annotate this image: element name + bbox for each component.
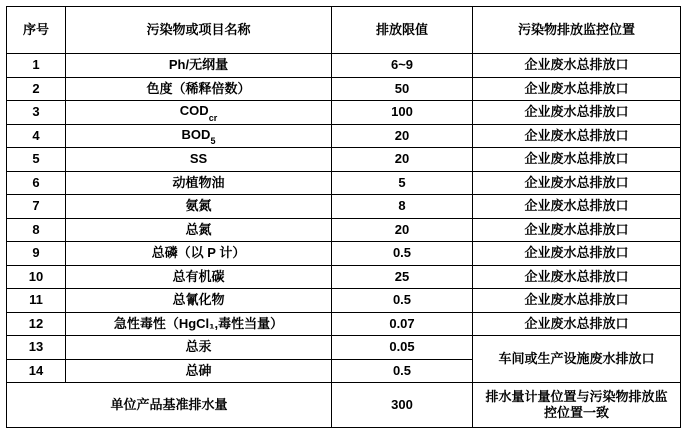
row-location: 企业废水总排放口: [473, 124, 681, 148]
row-limit: 50: [332, 77, 473, 101]
row-location-merged: 车间或生产设施废水排放口: [473, 336, 681, 383]
row-location: 企业废水总排放口: [473, 265, 681, 289]
row-location: 企业废水总排放口: [473, 242, 681, 266]
row-index: 1: [7, 54, 66, 78]
row-name-text: COD: [179, 103, 209, 119]
row-index: 7: [7, 195, 66, 219]
row-name: [66, 101, 332, 125]
row-limit: 5: [332, 171, 473, 195]
row-index: 3: [7, 101, 66, 125]
pollutant-discharge-table: [6, 6, 681, 428]
row-location: 企业废水总排放口: [473, 54, 681, 78]
table-row: [7, 124, 681, 148]
table-row: [7, 101, 681, 125]
row-name: [66, 124, 332, 148]
row-name: 氨氮: [66, 195, 332, 219]
header-location: 污染物排放监控位置: [473, 7, 681, 54]
table-row: [7, 77, 681, 101]
table-row: [7, 218, 681, 242]
table-body: [7, 54, 681, 428]
table-row: [7, 171, 681, 195]
footer-location-line1: 排水量计量位置与污染物排放监: [485, 389, 668, 405]
table-footer-row: [7, 383, 681, 428]
table-row: [7, 312, 681, 336]
header-row: [7, 7, 681, 54]
row-location: 企业废水总排放口: [473, 101, 681, 125]
footer-limit: 300: [332, 383, 473, 428]
row-name: 动植物油: [66, 171, 332, 195]
row-limit: 0.5: [332, 242, 473, 266]
header-index: 序号: [7, 7, 66, 54]
row-limit: 100: [332, 101, 473, 125]
row-index: 9: [7, 242, 66, 266]
row-index: 11: [7, 289, 66, 313]
row-limit: 6~9: [332, 54, 473, 78]
row-name: 急性毒性（HgCl₁,毒性当量）: [66, 312, 332, 336]
row-location: 企业废水总排放口: [473, 171, 681, 195]
row-name: 色度（稀释倍数）: [66, 77, 332, 101]
row-limit: 20: [332, 124, 473, 148]
table-row: [7, 148, 681, 172]
row-name-subscript: 5: [210, 136, 216, 147]
table-row: [7, 54, 681, 78]
row-index: 8: [7, 218, 66, 242]
row-index: 13: [7, 336, 66, 360]
row-name: 总砷: [66, 359, 332, 383]
table-row: [7, 242, 681, 266]
row-index: 6: [7, 171, 66, 195]
row-name: 总氰化物: [66, 289, 332, 313]
table-header: [7, 7, 681, 54]
row-limit: 0.07: [332, 312, 473, 336]
table-row: [7, 289, 681, 313]
row-limit: 20: [332, 218, 473, 242]
table-row: [7, 336, 681, 360]
table-row: [7, 265, 681, 289]
header-name: 污染物或项目名称: [66, 7, 332, 54]
row-location: 企业废水总排放口: [473, 148, 681, 172]
footer-location: [473, 383, 681, 428]
row-limit: 0.5: [332, 289, 473, 313]
row-name-text: BOD: [181, 126, 211, 142]
row-index: 5: [7, 148, 66, 172]
row-index: 2: [7, 77, 66, 101]
row-location: 企业废水总排放口: [473, 289, 681, 313]
row-name: 总氮: [66, 218, 332, 242]
row-index: 12: [7, 312, 66, 336]
row-location: 企业废水总排放口: [473, 77, 681, 101]
row-index: 4: [7, 124, 66, 148]
row-index: 10: [7, 265, 66, 289]
header-limit: 排放限值: [332, 7, 473, 54]
row-location: 企业废水总排放口: [473, 218, 681, 242]
footer-location-line2: 控位置一致: [543, 405, 609, 420]
row-limit: 0.5: [332, 359, 473, 383]
row-name: 总磷（以 P 计）: [66, 242, 332, 266]
row-location: 企业废水总排放口: [473, 312, 681, 336]
row-name-subscript: cr: [208, 112, 218, 123]
row-name: Ph/无纲量: [66, 54, 332, 78]
footer-name: 单位产品基准排水量: [7, 383, 332, 428]
row-name: 总有机碳: [66, 265, 332, 289]
row-name: SS: [66, 148, 332, 172]
row-limit: 20: [332, 148, 473, 172]
row-limit: 25: [332, 265, 473, 289]
row-name: 总汞: [66, 336, 332, 360]
row-location: 企业废水总排放口: [473, 195, 681, 219]
row-limit: 0.05: [332, 336, 473, 360]
row-index: 14: [7, 359, 66, 383]
row-limit: 8: [332, 195, 473, 219]
table-row: [7, 195, 681, 219]
